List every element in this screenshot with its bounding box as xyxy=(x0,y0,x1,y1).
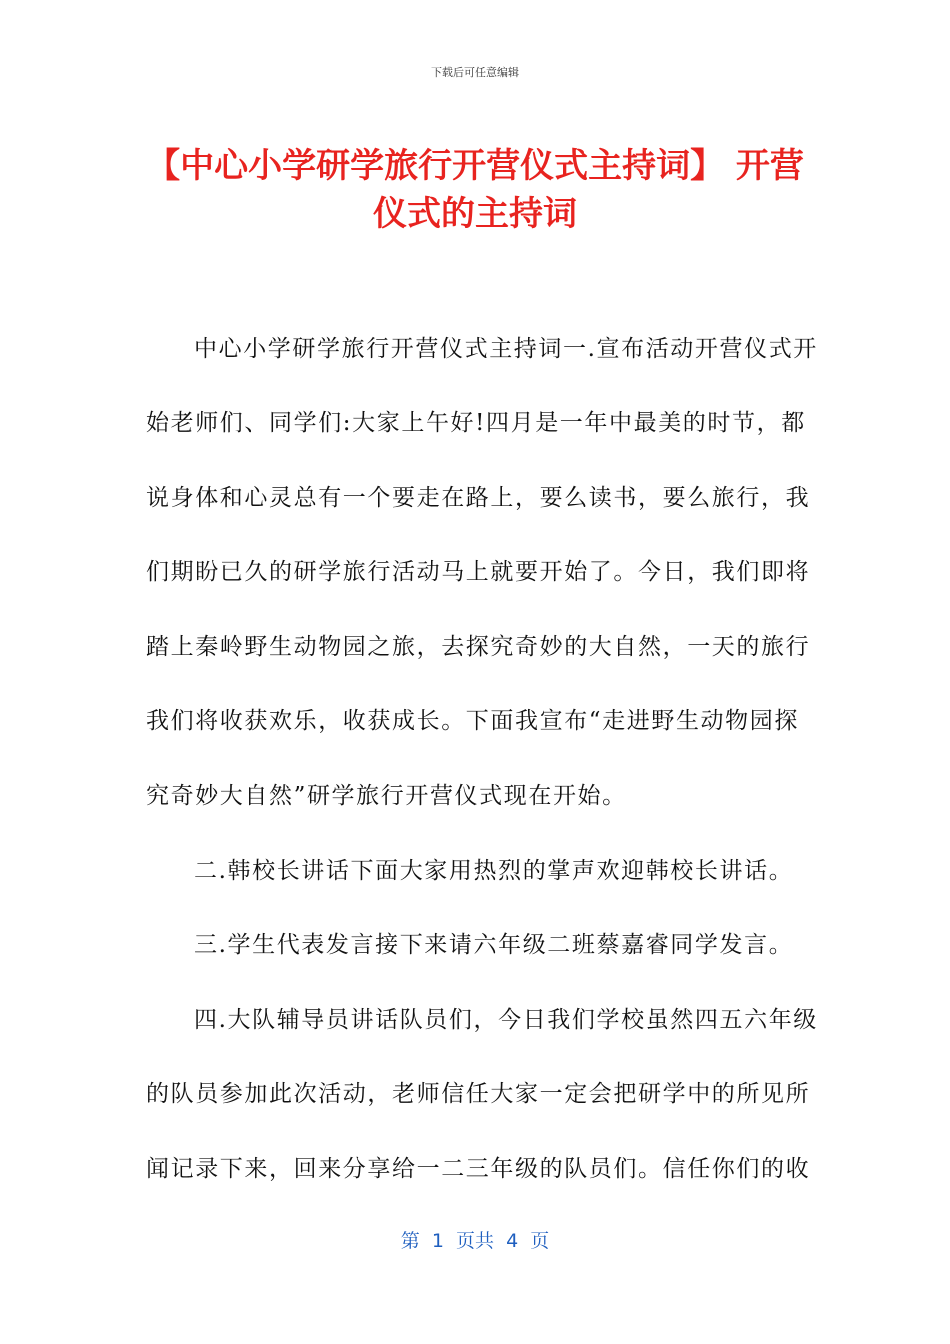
title-line-1: 【中心小学研学旅行开营仪式主持词】 开营 xyxy=(146,146,804,186)
body-line: 说身体和心灵总有一个要走在路上，要么读书，要么旅行，我 xyxy=(146,485,811,511)
body-line: 四.大队辅导员讲话队员们，今日我们学校虽然四五六年级 xyxy=(194,1007,818,1033)
body-line: 的队员参加此次活动，老师信任大家一定会把研学中的所见所 xyxy=(146,1081,811,1107)
body-line: 我们将收获欢乐，收获成长。下面我宣布“走进野生动物园探 xyxy=(146,708,799,734)
header-note: 下载后可任意编辑 xyxy=(431,66,519,79)
body-line: 们期盼已久的研学旅行活动马上就要开始了。今日，我们即将 xyxy=(146,559,811,585)
body-line: 中心小学研学旅行开营仪式主持词一.宣布活动开营仪式开 xyxy=(194,336,818,362)
body-line: 究奇妙大自然”研学旅行开营仪式现在开始。 xyxy=(146,783,627,809)
body-line: 踏上秦岭野生动物园之旅，去探究奇妙的大自然，一天的旅行 xyxy=(146,634,811,660)
body-line: 始老师们、同学们:大家上午好!四月是一年中最美的时节，都 xyxy=(146,410,806,436)
document-title xyxy=(110,142,840,238)
title-line-2: 仪式的主持词 xyxy=(373,194,577,234)
body-line: 闻记录下来，回来分享给一二三年级的队员们。信任你们的收 xyxy=(146,1156,811,1182)
body-line: 二.韩校长讲话下面大家用热烈的掌声欢迎韩校长讲话。 xyxy=(194,858,794,884)
body-line: 三.学生代表发言接下来请六年级二班蔡嘉睿同学发言。 xyxy=(194,932,794,958)
page-footer: 第 1 页共 4 页 xyxy=(400,1230,550,1252)
